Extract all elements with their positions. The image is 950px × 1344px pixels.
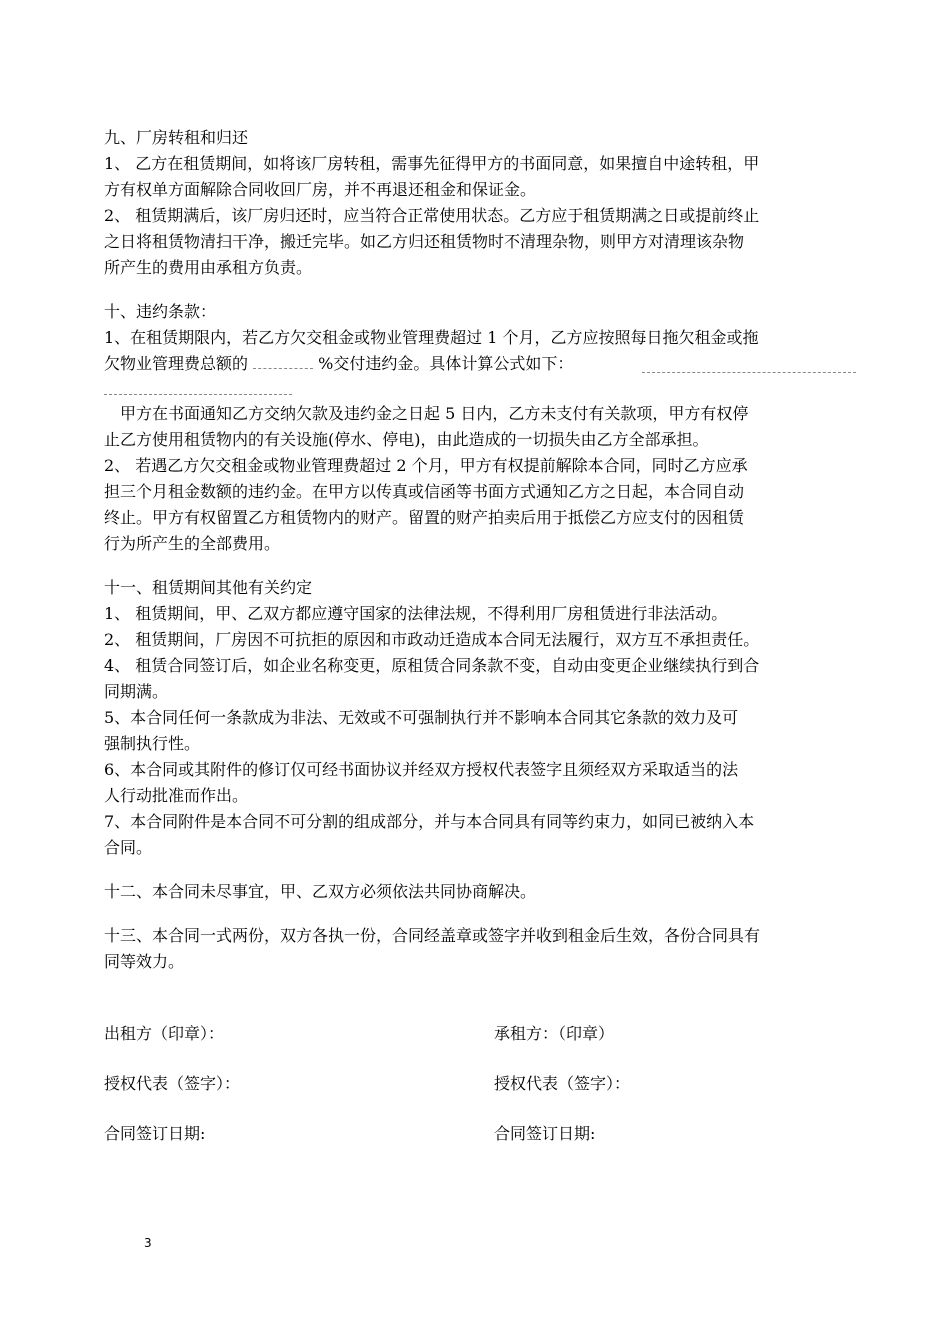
section-9-heading: 九、厂房转租和归还 xyxy=(104,128,249,147)
lessor-sign-date-label: 合同签订日期: xyxy=(104,1124,206,1143)
lessor-seal-label: 出租方（印章）： xyxy=(104,1024,225,1043)
page-number: 3 xyxy=(144,1236,152,1250)
section-11-line: 合同。 xyxy=(104,838,153,857)
section-13-line: 十三、本合同一式两份，双方各执一份，合同经盖章或签字并收到租金后生效，各份合同具有 xyxy=(104,926,761,945)
section-11-line: 强制执行性。 xyxy=(104,734,201,753)
formula-blank-line xyxy=(104,394,292,395)
lessor-representative-label: 授权代表（签字）： xyxy=(104,1074,241,1093)
section-10-line: 止乙方使用租赁物内的有关设施(停水、停电)，由此造成的一切损失由乙方全部承担。 xyxy=(104,430,709,449)
section-10-line: 担三个月租金数额的违约金。在甲方以传真或信函等书面方式通知乙方之日起，本合同自动 xyxy=(104,482,745,501)
section-11-line: 5、本合同任何一条款成为非法、无效或不可强制执行并不影响本合同其它条款的效力及可 xyxy=(104,708,739,727)
section-10-line: 1、在租赁期限内，若乙方欠交租金或物业管理费超过 1 个月，乙方应按照每日拖欠租金或拖 xyxy=(104,328,759,347)
section-11-line: 4、 租赁合同签订后，如企业名称变更，原租赁合同条款不变，自动由变更企业继续执行到合 xyxy=(104,656,760,675)
section-11-line: 1、 租赁期间，甲、乙双方都应遵守国家的法律法规，不得利用厂房租赁进行非法活动。 xyxy=(104,604,728,623)
lessee-representative-label: 授权代表（签字）： xyxy=(494,1074,631,1093)
section-11-line: 6、本合同或其附件的修订仅可经书面协议并经双方授权代表签字且须经双方采取适当的法 xyxy=(104,760,739,779)
section-10-line: 行为所产生的全部费用。 xyxy=(104,534,281,553)
section-10-line-with-blank xyxy=(104,354,573,374)
section-9-line: 方有权单方面解除合同收回厂房，并不再退还租金和保证金。 xyxy=(104,180,537,199)
formula-blank-line xyxy=(642,372,856,373)
section-9-line: 之日将租赁物清扫干净，搬迁完毕。如乙方归还租赁物时不清理杂物，则甲方对清理该杂物 xyxy=(104,232,745,251)
section-10-text: %交付违约金。具体计算公式如下： xyxy=(313,354,574,373)
section-13-line: 同等效力。 xyxy=(104,952,185,971)
lessee-seal-label: 承租方：（印章） xyxy=(494,1024,615,1043)
section-11-line: 同期满。 xyxy=(104,682,169,701)
section-11-line: 7、本合同附件是本合同不可分割的组成部分，并与本合同具有同等约束力，如同已被纳入本 xyxy=(104,812,755,831)
lessee-sign-date-label: 合同签订日期: xyxy=(494,1124,596,1143)
section-11-line: 人行动批准而作出。 xyxy=(104,786,249,805)
section-9-line: 所产生的费用由承租方负责。 xyxy=(104,258,313,277)
section-10-line: 终止。甲方有权留置乙方租赁物内的财产。留置的财产拍卖后用于抵偿乙方应支付的因租赁 xyxy=(104,508,745,527)
penalty-percent-blank xyxy=(253,354,313,369)
section-11-heading: 十一、租赁期间其他有关约定 xyxy=(104,578,313,597)
section-9-line: 2、 租赁期满后，该厂房归还时，应当符合正常使用状态。乙方应于租赁期满之日或提前终止 xyxy=(104,206,760,225)
section-10-line: 甲方在书面通知乙方交纳欠款及违约金之日起 5 日内，乙方未支付有关款项，甲方有权停 xyxy=(120,404,749,423)
section-10-heading: 十、违约条款： xyxy=(104,302,217,321)
section-11-line: 2、 租赁期间，厂房因不可抗拒的原因和市政动迁造成本合同无法履行，双方互不承担责任。 xyxy=(104,630,760,649)
section-10-text: 欠物业管理费总额的 xyxy=(104,354,254,373)
section-10-line: 2、 若遇乙方欠交租金或物业管理费超过 2 个月，甲方有权提前解除本合同，同时乙方应承 xyxy=(104,456,748,475)
section-9-line: 1、 乙方在租赁期间，如将该厂房转租，需事先征得甲方的书面同意，如果擅自中途转租，甲 xyxy=(104,154,760,173)
section-12-line: 十二、本合同未尽事宜，甲、乙双方必须依法共同协商解决。 xyxy=(104,882,537,901)
